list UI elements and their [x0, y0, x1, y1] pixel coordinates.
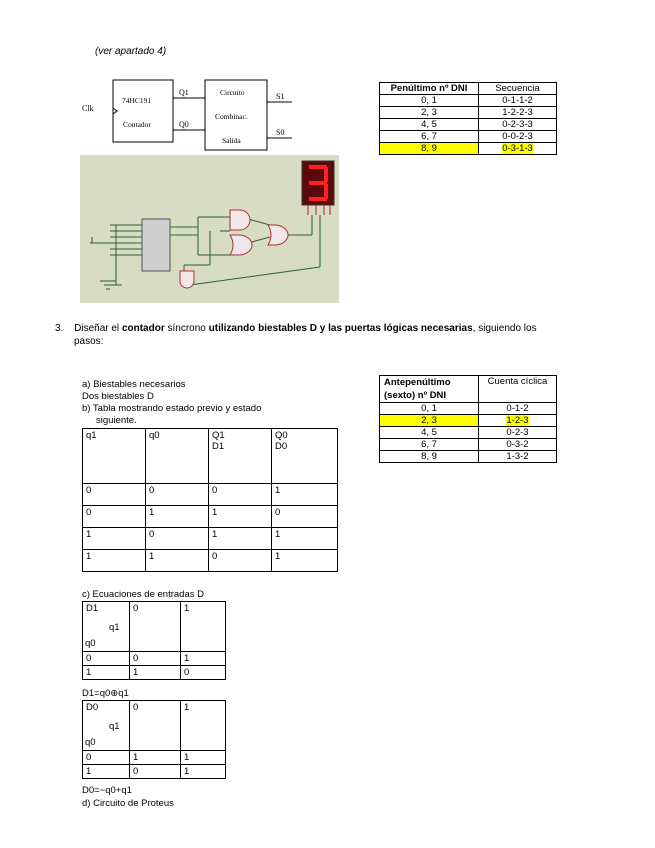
- circuit-label-1: Circuito: [220, 88, 245, 97]
- heading-line2: pasos:: [74, 336, 104, 347]
- cell: [479, 143, 557, 155]
- corner-label: D1: [86, 603, 99, 614]
- table-row: [83, 484, 338, 506]
- table-row: [83, 528, 338, 550]
- proteus-schematic: [80, 155, 339, 303]
- kmap-col-header: 1: [181, 701, 226, 751]
- table-row: [380, 107, 557, 119]
- cell: 1: [83, 528, 146, 550]
- corner-label: q0: [85, 737, 96, 748]
- header-text: q0: [149, 430, 160, 441]
- kmap-corner: [83, 602, 130, 652]
- cell: 1: [181, 751, 226, 765]
- equation-d1: D1=q0⊕q1: [82, 688, 129, 699]
- corner-label: q1: [109, 721, 120, 732]
- heading-text: Diseñar el: [74, 323, 122, 334]
- header-text: Q0: [275, 430, 288, 441]
- step-d: d) Circuito de Proteus: [82, 798, 174, 809]
- cyclic-header-dni: [380, 376, 479, 403]
- header-text: (sexto) nº DNI: [384, 390, 447, 401]
- table-row: [83, 652, 226, 666]
- kmap-col-header: 0: [130, 701, 181, 751]
- cell: 4, 5: [380, 119, 479, 131]
- cell: 1: [272, 484, 338, 506]
- step-b: b) Tabla mostrando estado previo y estado: [82, 403, 262, 414]
- cell: 1: [181, 765, 226, 779]
- state-header: [209, 429, 272, 484]
- cell: 0: [130, 652, 181, 666]
- cell: 0: [209, 550, 272, 572]
- cell: 0: [83, 751, 130, 765]
- kmap-col-header: 1: [181, 602, 226, 652]
- highlight: 2, 3: [380, 415, 478, 426]
- table-row: [380, 439, 557, 451]
- cell: 2, 3: [380, 107, 479, 119]
- header-text: D1: [212, 441, 225, 452]
- state-header: [272, 429, 338, 484]
- table-row: [83, 506, 338, 528]
- s1-label: S1: [276, 92, 285, 101]
- cell: 1: [209, 528, 272, 550]
- state-header: [83, 429, 146, 484]
- section-3-heading: [55, 322, 615, 348]
- cell: 1: [130, 751, 181, 765]
- corner-label: q0: [85, 638, 96, 649]
- cell: 0, 1: [380, 95, 479, 107]
- step-a: a) Biestables necesarios: [82, 379, 186, 390]
- cell: 0-2-3-3: [479, 119, 557, 131]
- state-table: [82, 428, 338, 572]
- cell: 0, 1: [380, 403, 479, 415]
- cell: [380, 415, 479, 427]
- circuit-label-3: Salida: [222, 136, 241, 145]
- table-row-highlighted: [380, 415, 557, 427]
- kmap-d0: [82, 700, 226, 779]
- cell: 6, 7: [380, 131, 479, 143]
- cell: 0: [146, 528, 209, 550]
- table-row: [380, 95, 557, 107]
- equation-d0: D0=~q0+q1: [82, 785, 132, 796]
- cell: 1: [272, 528, 338, 550]
- q1-label: Q1: [179, 88, 189, 97]
- corner-label: D0: [86, 702, 99, 713]
- highlight: 1-2-3: [506, 415, 529, 426]
- cell: 0: [272, 506, 338, 528]
- block-diagram-lines: [80, 78, 300, 154]
- table-row: [83, 550, 338, 572]
- cell: 1: [181, 652, 226, 666]
- counter-label: Contador: [123, 120, 151, 129]
- cell: 0: [209, 484, 272, 506]
- cell: 0: [83, 484, 146, 506]
- table-row: [380, 131, 557, 143]
- heading-text: síncrono: [164, 323, 209, 334]
- heading-bold: contador: [121, 323, 165, 334]
- cell: 1-2-2-3: [479, 107, 557, 119]
- table-row: [380, 427, 557, 439]
- table-row: [83, 765, 226, 779]
- highlight: 8, 9: [380, 143, 478, 154]
- cell: 1: [130, 666, 181, 680]
- heading-text: , siguiendo los: [472, 323, 537, 334]
- sequence-table: [379, 82, 557, 155]
- table-row: [83, 666, 226, 680]
- cell: 0-1-1-2: [479, 95, 557, 107]
- header-text: Antepenúltimo: [384, 377, 451, 388]
- cell: [380, 143, 479, 155]
- cell: 1: [83, 550, 146, 572]
- table-row-highlighted: [380, 143, 557, 155]
- cell: 1: [83, 765, 130, 779]
- cell: 0: [146, 484, 209, 506]
- cell: 0: [130, 765, 181, 779]
- kmap-col-header: 0: [130, 602, 181, 652]
- step-a-answer: Dos biestables D: [82, 391, 154, 402]
- sequence-header-dni: Penúltimo nº DNI: [380, 83, 479, 95]
- highlight: 0-3-1-3: [502, 143, 533, 154]
- schematic-drawing: [80, 155, 339, 303]
- step-c: c) Ecuaciones de entradas D: [82, 589, 204, 600]
- cell: 0: [83, 652, 130, 666]
- table-row: [380, 119, 557, 131]
- block-diagram: [80, 78, 300, 154]
- kmap-corner: [83, 701, 130, 751]
- q0-label: Q0: [179, 120, 189, 129]
- circuit-label-2: Combinac.: [215, 112, 248, 121]
- counter-name: 74HC191: [122, 96, 152, 105]
- cell: 1: [146, 506, 209, 528]
- header-text: D0: [275, 441, 288, 452]
- clk-label: Clk: [82, 104, 94, 113]
- cell: 0-2-3: [479, 427, 557, 439]
- cell: 1: [272, 550, 338, 572]
- section-number: 3.: [55, 323, 64, 334]
- cell: 1: [146, 550, 209, 572]
- cell: 6, 7: [380, 439, 479, 451]
- cell: 1: [209, 506, 272, 528]
- state-header: [146, 429, 209, 484]
- corner-label: q1: [109, 622, 120, 633]
- table-row: [380, 403, 557, 415]
- sequence-header-seq: Secuencia: [479, 83, 557, 95]
- cell: [479, 415, 557, 427]
- cell: 4, 5: [380, 427, 479, 439]
- cyclic-header-count: Cuenta cíclica: [479, 376, 557, 403]
- cyclic-count-table: [379, 375, 557, 463]
- kmap-d1: [82, 601, 226, 680]
- cell: 0-1-2: [479, 403, 557, 415]
- table-row: [83, 751, 226, 765]
- cell: 0-0-2-3: [479, 131, 557, 143]
- cell: 8, 9: [380, 451, 479, 463]
- cell: 1: [83, 666, 130, 680]
- cell: 0: [181, 666, 226, 680]
- cell: 0: [83, 506, 146, 528]
- step-b-2: siguiente.: [96, 415, 137, 426]
- heading-bold: utilizando biestables D y las puertas lógicas necesarias: [208, 323, 473, 334]
- header-text: q1: [86, 430, 97, 441]
- cell: 1-3-2: [479, 451, 557, 463]
- reference-note: (ver apartado 4): [95, 46, 167, 57]
- cell: 0-3-2: [479, 439, 557, 451]
- s0-label: S0: [276, 128, 285, 137]
- table-row: [380, 451, 557, 463]
- header-text: Q1: [212, 430, 225, 441]
